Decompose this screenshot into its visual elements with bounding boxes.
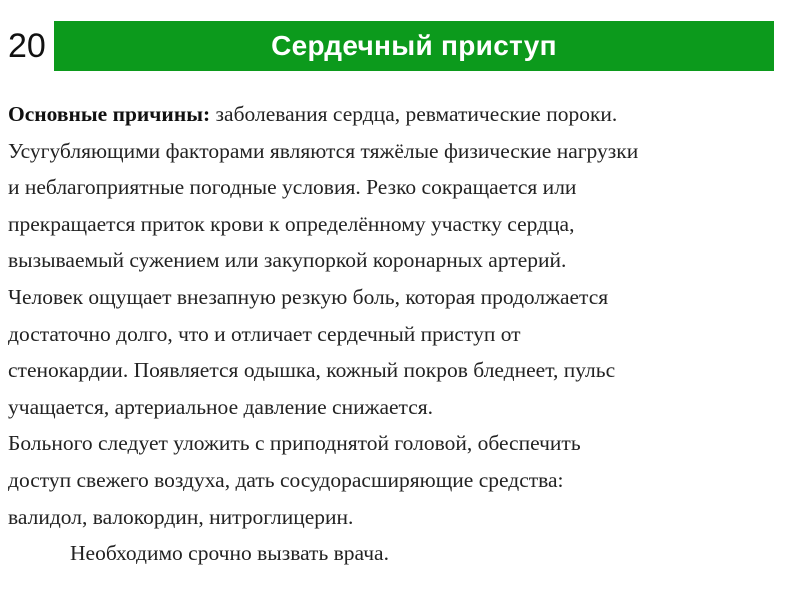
title-banner: [54, 21, 774, 71]
text-line: вызываемый сужением или закупоркой коронарных артерий.: [8, 248, 567, 273]
text-line: и неблагоприятные погодные условия. Резко сокращается или: [8, 175, 577, 200]
text-line: достаточно долго, что и отличает сердечный приступ от: [8, 321, 521, 346]
slide-number: 20: [8, 27, 46, 65]
text-line: учащается, артериальное давление снижается.: [8, 394, 434, 419]
text-line: Больного следует уложить с приподнятой головой, обеспечить: [8, 431, 581, 456]
text-line: стенокардии. Появляется одышка, кожный покров бледнеет, пульс: [8, 358, 616, 383]
lead-label: Основные причины:: [8, 102, 211, 126]
text-line: доступ свежего воздуха, дать сосудорасширяющие средства:: [8, 467, 564, 492]
text-line: прекращается приток крови к определённому участку сердца,: [8, 211, 575, 236]
slide-title: Сердечный приступ: [271, 30, 557, 61]
text-line: Усугубляющими факторами являются тяжёлые физические нагрузки: [8, 138, 639, 163]
text-line: Человек ощущает внезапную резкую боль, которая продолжается: [8, 284, 609, 309]
body-text: [8, 96, 798, 572]
text-line: валидол, валокордин, нитроглицерин.: [8, 504, 354, 529]
text-line: [8, 96, 798, 133]
text-line-fragment: заболевания сердца, ревматические пороки.: [210, 102, 618, 126]
final-instruction: Необходимо срочно вызвать врача.: [70, 541, 389, 566]
